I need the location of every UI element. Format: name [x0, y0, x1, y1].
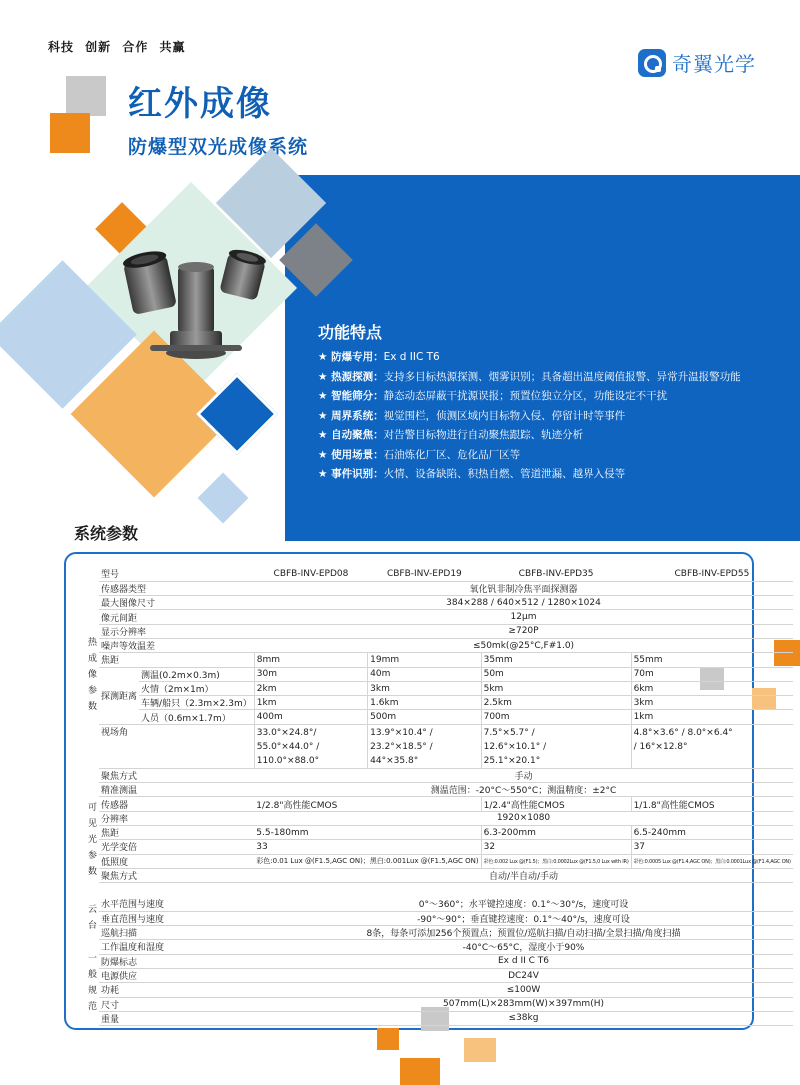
page-title: 红外成像: [128, 84, 272, 124]
category-general: 一般规范: [88, 953, 98, 1012]
light-blue-diamond-decor-bottom: [198, 473, 249, 524]
table-row: 聚焦方式 自动/半自动/手动: [86, 868, 793, 882]
table-row: 传感器类型 氧化钒非制冷焦平面探测器: [86, 581, 793, 595]
table-row: 云台 水平范围与速度 0°～360°；水平键控速度：0.1°～30°/s，速度可设: [86, 897, 793, 911]
table-row: 火情（2m×1m） 2km 3km 5km 6km: [86, 681, 793, 695]
table-row: 垂直范围与速度 -90°～90°；垂直键控速度：0.1°～40°/s，速度可设: [86, 911, 793, 925]
table-row: 人员（0.6m×1.7m） 400m 500m 700m 1km: [86, 710, 793, 724]
feature-item: ★ 使用场景：石油炼化厂区、危化品厂区等: [318, 448, 521, 461]
table-row: 像元间距 12μm: [86, 610, 793, 624]
table-row: 显示分辨率 ≥720P: [86, 624, 793, 638]
feature-item: ★ 周界系统：视觉围栏，侦测区域内目标物入侵、停留计时等事件: [318, 409, 626, 422]
feature-item: ★ 热源探测：支持多目标热源探测、烟雾识别；具备超出温度阈值报警、异常升温报警功能: [318, 370, 741, 383]
table-row: 焦距 8mm 19mm 35mm 55mm: [86, 653, 793, 667]
specs-heading: 系统参数: [74, 524, 139, 543]
feature-item: ★ 防爆专用：Ex d IIC T6: [318, 351, 440, 363]
gray-square-decor: [66, 76, 106, 116]
features-list: [318, 348, 788, 485]
table-row: 热成像参数 型号 CBFB-INV-EPD08 CBFB-INV-EPD19 CBFB-INV-EPD35 CBFB-INV-EPD55: [86, 567, 793, 581]
category-ptz: 云台: [88, 905, 98, 932]
feature-item: ★ 自动聚焦：对告警目标物进行自动聚焦跟踪、轨迹分析: [318, 429, 584, 441]
features-heading: 功能特点: [318, 323, 383, 342]
category-thermal: 热成像参数: [88, 637, 98, 712]
table-row: 视场角 33.0°×24.8°/ 55.0°×44.0° / 110.0°×88.0° 13.9°×10.4° / 23.2°×18.5° / 44°×35.8° 7.5°×5.7° / 12.6°×10.1° / 25.1°×20.1° 4.8°×3.6° / 8.0°×6.4° / 16°×12.8°: [86, 724, 793, 768]
table-row: 车辆/船只（2.3m×2.3m） 1km 1.6km 2.5km 3km: [86, 696, 793, 710]
logo-text: 奇翼光学: [672, 52, 756, 76]
category-visible: 可见光参数: [88, 802, 98, 877]
feature-item: ★ 事件识别：火情、设备缺陷、积热自燃、管道泄漏、越界入侵等: [318, 468, 626, 480]
table-row: [86, 883, 793, 897]
table-row: 噪声等效温差 ≤50mk(@25°C,F#1.0): [86, 638, 793, 652]
table-row: 一般规范 工作温度和湿度 -40°C～65°C，湿度小于90%: [86, 940, 793, 954]
table-row: 光学变倍 33 32 37: [86, 840, 793, 854]
table-row: 聚焦方式 手动: [86, 768, 793, 782]
table-row: 探测距离 测温(0.2m×0.3m) 30m 40m 50m 70m: [86, 667, 793, 681]
table-row: 尺寸 507mm(L)×283mm(W)×397mm(H): [86, 997, 793, 1011]
orange-square-decor-bottom: [377, 1028, 399, 1050]
page-subtitle: 防爆型双光成像系统: [128, 136, 309, 158]
specs-table: [86, 567, 793, 1026]
table-row: 分辨率 1920×1080: [86, 811, 793, 825]
slogan: 科技 创新 合作 共赢: [48, 40, 186, 54]
feature-item: ★ 智能筛分：静态动态屏蔽干扰源误报；预置位独立分区，功能设定不干扰: [318, 390, 668, 402]
orange-square-decor: [50, 113, 90, 153]
table-row: 传感器 1/2.8"高性能CMOS 1/2.4"高性能CMOS 1/1.8"高性能CMOS: [86, 797, 793, 811]
table-row: 功耗 ≤100W: [86, 983, 793, 997]
company-logo: [638, 48, 756, 77]
table-row: 防爆标志 Ex d II C T6: [86, 954, 793, 968]
orange-square-decor-bottom-2: [400, 1058, 440, 1085]
table-row: 最大图像尺寸 384×288 / 640×512 / 1280×1024: [86, 596, 793, 610]
table-row: 可见光参数 精准测温 测温范围：-20°C～550°C；测温精度：±2°C: [86, 783, 793, 797]
table-row: 巡航扫描 8条，每条可添加256个预置点；预置位/巡航扫描/自动扫描/全景扫描/角度扫描: [86, 926, 793, 940]
table-row: 焦距 5.5-180mm 6.3-200mm 6.5-240mm: [86, 825, 793, 839]
table-row: 重量 ≤38kg: [86, 1011, 793, 1025]
logo-q-icon: [638, 49, 666, 77]
explosion-proof-camera-image: [120, 245, 270, 370]
table-row: 低照度 彩色:0.01 Lux @(F1.5,AGC ON)；黑白:0.001Lux @(F1.5,AGC ON) 彩色:0.002 Lux @(F1.5)；黑白:0.0002Lux @(F1.5,0 Lux with IR) 彩色:0.0005 Lux @(F1.4,AGC ON)；黑白:0.0001Lux @(F1.4,AGC ON): [86, 854, 793, 868]
light-orange-square-decor-bottom: [464, 1038, 496, 1062]
table-row: 电源供应 DC24V: [86, 968, 793, 982]
